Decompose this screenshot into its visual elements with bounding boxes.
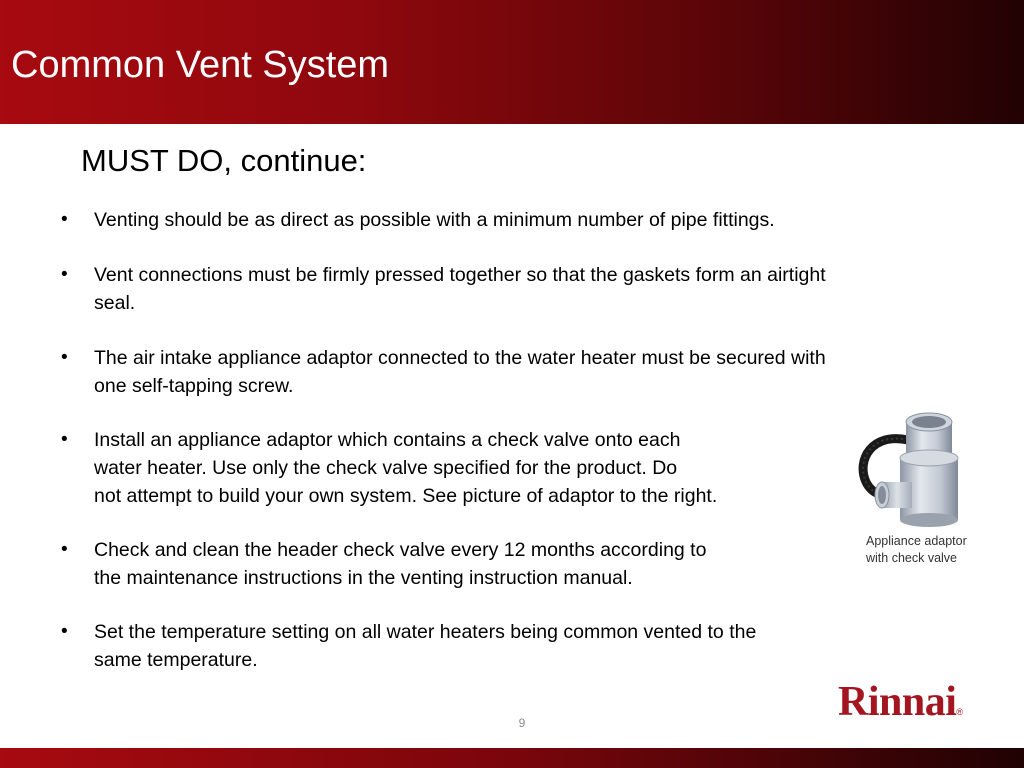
section-heading: MUST DO, continue: (81, 143, 367, 178)
bullet-marker: • (61, 429, 68, 450)
page-number: 9 (518, 716, 526, 730)
bullet-text-line: Set the temperature setting on all water heaters being common vented to the (94, 621, 757, 643)
caption-line: Appliance adaptor (866, 534, 967, 548)
bullet-text-line: Venting should be as direct as possible with a minimum number of pipe fittings. (94, 209, 775, 231)
bullet-text-line: The air intake appliance adaptor connected to the water heater must be secured with (94, 347, 826, 369)
bullet-marker: • (61, 264, 68, 285)
bullet-marker: • (61, 209, 68, 230)
rinnai-logo (838, 678, 963, 726)
bullet-text-line: the maintenance instructions in the venting instruction manual. (94, 567, 633, 589)
bullet-text-line: one self-tapping screw. (94, 375, 294, 397)
caption-line: with check valve (866, 551, 958, 565)
bullet-text-line: same temperature. (94, 649, 258, 671)
bullet-text-line: Vent connections must be firmly pressed together so that the gaskets form an airtight (94, 264, 826, 286)
slide-title: Common Vent System (11, 44, 390, 86)
bullet-marker: • (61, 347, 68, 368)
bullet-text-line: not attempt to build your own system. See picture of adaptor to the right. (94, 485, 718, 507)
bullet-text-line: Install an appliance adaptor which contains a check valve onto each (94, 429, 681, 451)
bullet-text-line: water heater. Use only the check valve specified for the product. Do (94, 457, 678, 479)
logo-wordmark: Rinnai (838, 679, 957, 725)
bullet-text-line: Check and clean the header check valve every 12 months according to (94, 539, 707, 561)
bullet-marker: • (61, 621, 68, 642)
bullet-text-line: seal. (94, 292, 136, 314)
figure-caption (866, 533, 967, 567)
bullet-marker: • (61, 539, 68, 560)
registered-mark: ® (956, 707, 963, 717)
footer-bar (0, 748, 1024, 768)
